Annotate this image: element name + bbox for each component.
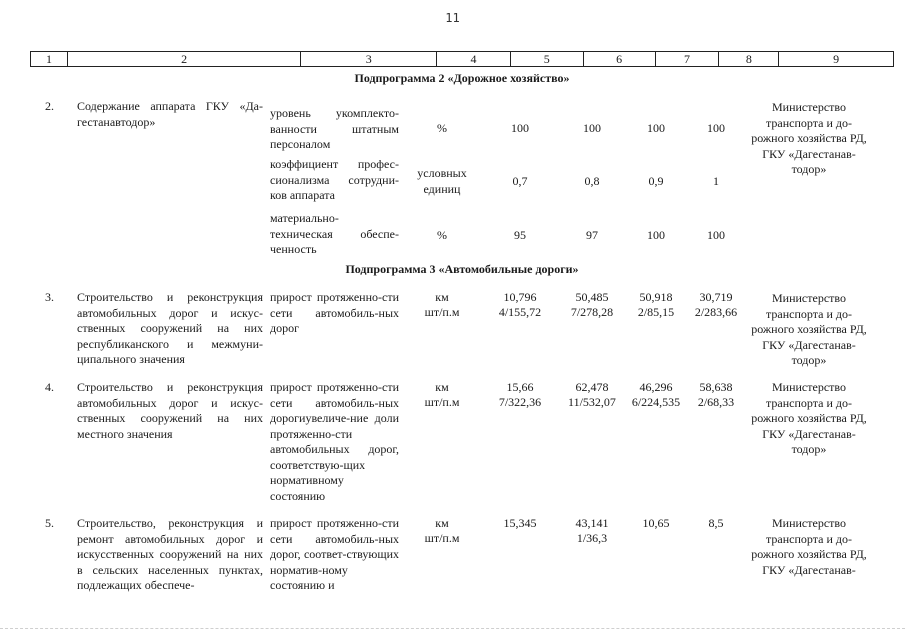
row-2-val5-3: 95 xyxy=(514,228,526,242)
header-col-3: 3 xyxy=(301,52,437,66)
row-3-val5-pcs: 4/155,72 xyxy=(498,305,542,319)
header-col-8: 8 xyxy=(719,52,779,66)
row-4-responsible: Министерство транспорта и до-рожного хозяйства РД, ГКУ «Дагестанав-тодор» xyxy=(751,380,867,456)
header-col-7: 7 xyxy=(656,52,720,66)
row-5-indicator: прирост протяженно-сти сети автомобиль-ных дорог, соответ-ствующих норматив-ному состоянию и xyxy=(270,516,399,592)
row-3-name: Строительство и реконструкция автомобильных дорог и искус-ственных сооружений на них республиканского и межмуни-ципального значения xyxy=(77,290,263,366)
row-3-val7-km: 50,918 xyxy=(639,290,673,304)
row-2-unit-1: % xyxy=(437,121,447,135)
row-4-val6-pcs: 11/532,07 xyxy=(568,395,616,409)
row-2-unit-3: % xyxy=(437,228,447,242)
page-number: 11 xyxy=(445,11,460,25)
page-bottom-edge xyxy=(0,628,905,630)
row-4-indicator: прирост протяженно-сти сети автомобиль-ных дорогиувеличе-ние доли протяженно-сти автомобильных дорог, соответствую-щих нормативному состоянию xyxy=(270,380,399,503)
row-5-val6-km: 43,141 xyxy=(575,516,609,530)
row-2-val8-1: 100 xyxy=(707,121,725,135)
row-5-unit-pcs: шт/п.м xyxy=(424,531,460,545)
row-5-val8-km: 8,5 xyxy=(708,516,724,530)
row-3-responsible: Министерство транспорта и до-рожного хозяйства РД, ГКУ «Дагестанав-тодор» xyxy=(751,291,867,367)
row-2-val8-2: 1 xyxy=(713,174,719,188)
row-4-number: 4. xyxy=(45,380,54,394)
row-3-val6-pcs: 7/278,28 xyxy=(570,305,614,319)
row-3-val8-pcs: 2/283,66 xyxy=(694,305,738,319)
row-5-val6-pcs: 1/36,3 xyxy=(576,531,608,545)
row-3-val6-km: 50,485 xyxy=(575,290,609,304)
subprogram-2-title: Подпрограмма 2 «Дорожное хозяйство» xyxy=(354,71,570,85)
row-2-number: 2. xyxy=(45,99,54,113)
row-2-val8-3: 100 xyxy=(707,228,725,242)
row-3-unit-pcs: шт/п.м xyxy=(424,305,460,319)
row-3-val8-km: 30,719 xyxy=(699,290,733,304)
row-4-unit-pcs: шт/п.м xyxy=(424,395,460,409)
header-col-5: 5 xyxy=(511,52,584,66)
row-5-number: 5. xyxy=(45,516,54,530)
row-5-name: Строительство, реконструкция и ремонт автомобильных дорог и искусственных сооружений на них в сельских населенных пунктах, подлежащих обеспече- xyxy=(77,516,263,592)
row-4-name: Строительство и реконструкция автомобильных дорог и искус-ственных сооружений на них местного значения xyxy=(77,380,263,441)
row-2-val7-3: 100 xyxy=(647,228,665,242)
row-2-unit-2: условных единиц xyxy=(417,166,467,196)
row-2-indicator-2: коэффициент профес-сионализма сотрудни-ков аппарата xyxy=(270,157,399,202)
row-4-val5-km: 15,66 xyxy=(506,380,534,394)
row-2-indicator-3: материально-техническая обеспе-ченность xyxy=(270,211,399,256)
row-3-val7-pcs: 2/85,15 xyxy=(637,305,675,319)
row-2-responsible: Министерство транспорта и до-рожного хозяйства РД, ГКУ «Дагестанав-тодор» xyxy=(751,100,867,176)
row-3-indicator: прирост протяженно-сти сети автомобиль-ных дорог xyxy=(270,290,399,335)
row-4-val7-km: 46,296 xyxy=(639,380,673,394)
table-header-row xyxy=(30,51,894,67)
row-4-val5-pcs: 7/322,36 xyxy=(498,395,542,409)
row-2-val5-2: 0,7 xyxy=(512,174,528,188)
header-col-6: 6 xyxy=(584,52,656,66)
header-col-2: 2 xyxy=(68,52,301,66)
row-2-val6-1: 100 xyxy=(583,121,601,135)
row-4-val7-pcs: 6/224,535 xyxy=(631,395,681,409)
row-2-val7-1: 100 xyxy=(647,121,665,135)
row-2-val7-2: 0,9 xyxy=(648,174,664,188)
row-3-val5-km: 10,796 xyxy=(503,290,537,304)
row-2-val6-3: 97 xyxy=(586,228,598,242)
row-4-unit-km: км xyxy=(435,380,449,394)
row-4-val8-pcs: 2/68,33 xyxy=(697,395,735,409)
row-5-unit-km: км xyxy=(435,516,449,530)
row-4-val6-km: 62,478 xyxy=(575,380,609,394)
row-2-val6-2: 0,8 xyxy=(584,174,600,188)
row-2-name: Содержание аппарата ГКУ «Да-гестанавтодор» xyxy=(77,99,263,129)
header-col-4: 4 xyxy=(437,52,511,66)
row-4-val8-km: 58,638 xyxy=(699,380,733,394)
row-5-responsible: Министерство транспорта и до-рожного хозяйства РД, ГКУ «Дагестанав- xyxy=(751,516,867,577)
row-5-val7-km: 10,65 xyxy=(642,516,670,530)
header-col-9: 9 xyxy=(833,52,840,66)
header-col-1: 1 xyxy=(31,52,68,66)
row-3-unit-km: км xyxy=(435,290,449,304)
row-3-number: 3. xyxy=(45,290,54,304)
row-2-val5-1: 100 xyxy=(511,121,529,135)
row-2-indicator-1: уровень укомплекто-ванности штатным персоналом xyxy=(270,106,399,151)
row-5-val5-km: 15,345 xyxy=(503,516,537,530)
subprogram-3-title: Подпрограмма 3 «Автомобильные дороги» xyxy=(345,262,579,276)
